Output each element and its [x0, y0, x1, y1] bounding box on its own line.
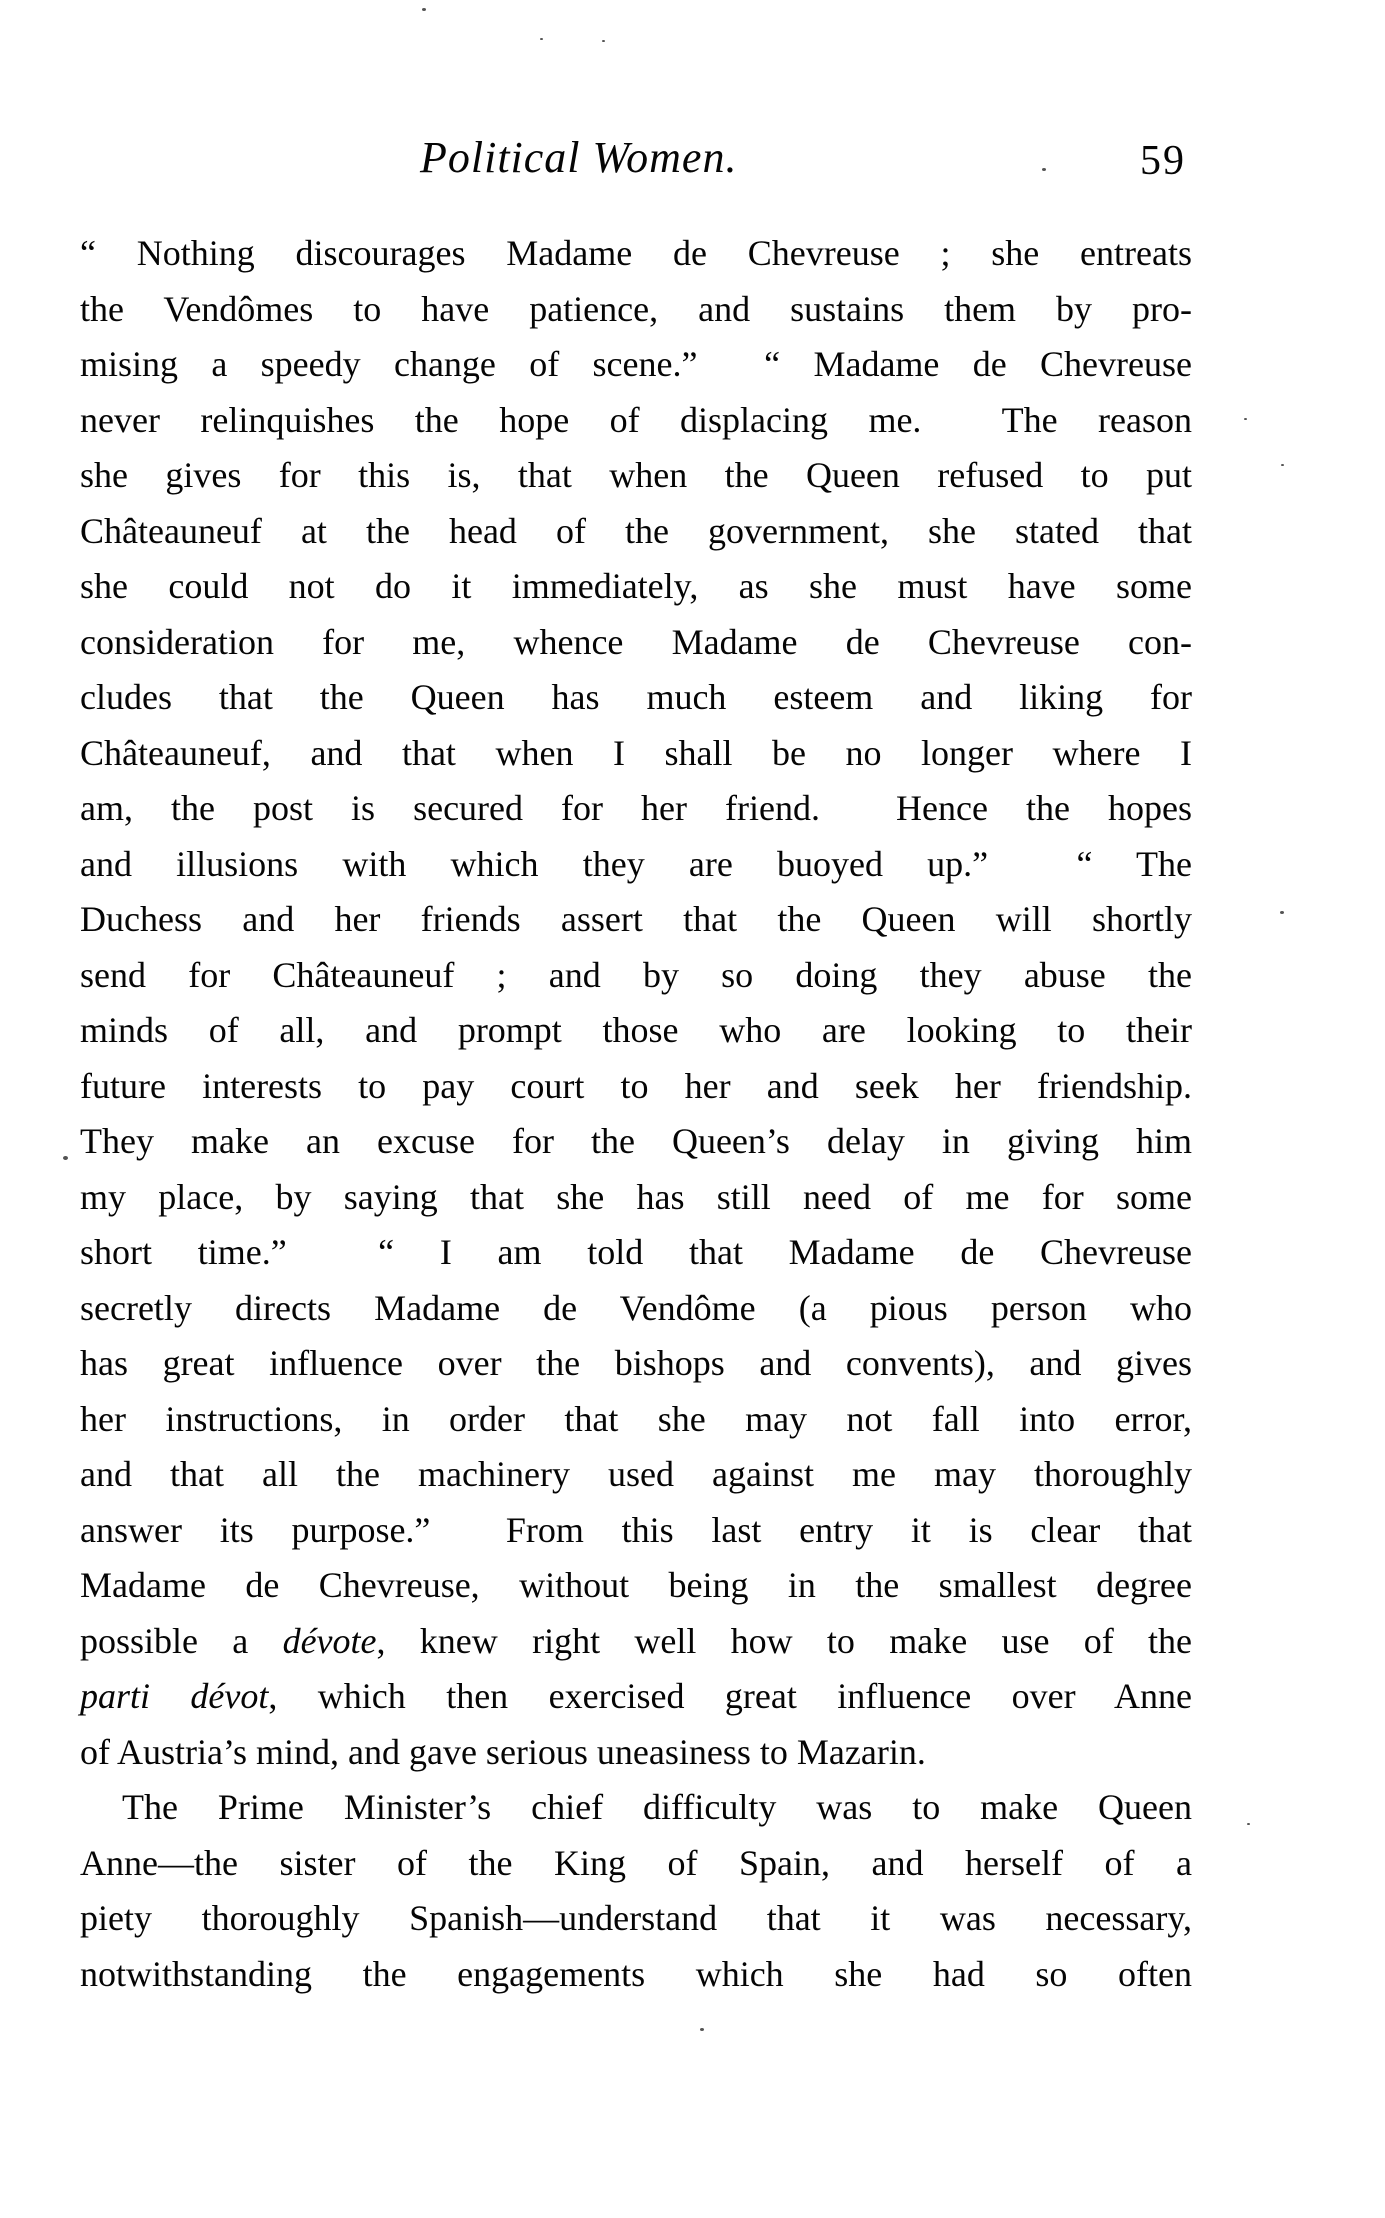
- text-line: [80, 1780, 1192, 1836]
- text-segment: she could not do it immediately, as she must have some: [80, 566, 1192, 606]
- text-line: [80, 282, 1192, 338]
- text-segment: never relinquishes the hope of displacing me. The reason: [80, 399, 1192, 440]
- scan-speck: [422, 8, 426, 11]
- text-segment: They make an excuse for the Queen’s delay in giving him: [80, 1121, 1192, 1161]
- text-line: [80, 1947, 1192, 2003]
- text-segment: , knew right well how to make use of the: [376, 1620, 1193, 1661]
- scan-speck: [700, 2028, 704, 2031]
- text-line: [80, 226, 1192, 282]
- text-line: [80, 559, 1192, 615]
- text-segment: notwithstanding the engagements which she had so often: [80, 1953, 1192, 1994]
- text-segment: of Austria’s mind, and gave serious uneasiness to Mazarin.: [80, 1731, 926, 1772]
- scan-speck: [1244, 418, 1247, 420]
- page-body: [80, 226, 1192, 2002]
- text-segment: Anne—the sister of the King of Spain, and herself of a: [80, 1842, 1192, 1883]
- scan-speck: [540, 38, 543, 40]
- text-line: [80, 1392, 1192, 1448]
- text-line: [80, 1059, 1192, 1115]
- text-line: [80, 1281, 1192, 1337]
- text-segment: consideration for me, whence Madame de Chevreuse con-: [80, 621, 1192, 662]
- text-line: [80, 504, 1192, 560]
- text-line: [80, 726, 1192, 782]
- text-line: [80, 1725, 1192, 1781]
- text-segment: Châteauneuf, and that when I shall be no longer where I: [80, 732, 1192, 773]
- text-segment: secretly directs Madame de Vendôme (a pious person who: [80, 1287, 1192, 1328]
- text-line: [80, 892, 1192, 948]
- text-segment: send for Châteauneuf ; and by so doing they abuse the: [80, 954, 1192, 995]
- text-segment: am, the post is secured for her friend. Hence the hopes: [80, 788, 1192, 828]
- text-segment: has great influence over the bishops and convents), and gives: [80, 1343, 1192, 1383]
- text-line: [80, 1558, 1192, 1614]
- text-line: [80, 448, 1192, 504]
- text-line: [80, 1836, 1192, 1892]
- text-segment: the Vendômes to have patience, and sustains them by pro-: [80, 288, 1192, 329]
- text-segment: Duchess and her friends assert that the Queen will shortly: [80, 899, 1192, 939]
- text-line: [80, 337, 1192, 393]
- text-segment: Madame de Chevreuse, without being in the smallest degree: [80, 1565, 1192, 1605]
- text-segment: possible a: [80, 1620, 283, 1661]
- scan-speck: [1247, 1823, 1250, 1825]
- text-line: [80, 1225, 1192, 1281]
- text-line: [80, 1447, 1192, 1503]
- text-segment: her instructions, in order that she may not fall into error,: [80, 1398, 1192, 1439]
- text-segment: mising a speedy change of scene.” “ Madame de Chevreuse: [80, 344, 1192, 384]
- text-line: [80, 948, 1192, 1004]
- text-line: [80, 1891, 1192, 1947]
- text-line: [80, 1669, 1192, 1725]
- scan-speck: [1042, 168, 1046, 171]
- scan-speck: [1280, 911, 1284, 914]
- italic-phrase: parti dévot: [80, 1676, 269, 1716]
- text-line: [80, 1336, 1192, 1392]
- text-line: [80, 1170, 1192, 1226]
- text-line: [80, 1503, 1192, 1559]
- text-segment: future interests to pay court to her and seek her friendship.: [80, 1065, 1192, 1106]
- text-segment: “ Nothing discourages Madame de Chevreuse ; she entreats: [80, 233, 1192, 273]
- scan-speck: [602, 40, 605, 42]
- text-segment: minds of all, and prompt those who are looking to their: [80, 1010, 1192, 1050]
- text-segment: The Prime Minister’s chief difficulty was to make Queen: [122, 1787, 1192, 1827]
- text-line: [80, 1003, 1192, 1059]
- text-line: [80, 1114, 1192, 1170]
- scan-speck: [63, 1156, 68, 1160]
- text-segment: and illusions with which they are buoyed up.” “ The: [80, 843, 1192, 884]
- text-segment: and that all the machinery used against me may thoroughly: [80, 1454, 1192, 1494]
- scan-speck: [1281, 464, 1284, 466]
- text-segment: my place, by saying that she has still need of me for some: [80, 1176, 1192, 1217]
- text-segment: Châteauneuf at the head of the government, she stated that: [80, 510, 1192, 551]
- text-line: [80, 781, 1192, 837]
- running-title: Political Women.: [420, 133, 738, 182]
- text-segment: short time.” “ I am told that Madame de Chevreuse: [80, 1232, 1192, 1272]
- text-line: [80, 615, 1192, 671]
- text-segment: piety thoroughly Spanish—understand that it was necessary,: [80, 1898, 1192, 1938]
- page-number: 59: [1140, 138, 1186, 184]
- text-segment: , which then exercised great influence over Anne: [268, 1676, 1192, 1716]
- text-line: [80, 393, 1192, 449]
- text-segment: cludes that the Queen has much esteem and liking for: [80, 677, 1192, 717]
- text-line: [80, 670, 1192, 726]
- text-segment: answer its purpose.” From this last entry it is clear that: [80, 1509, 1192, 1550]
- text-segment: she gives for this is, that when the Queen refused to put: [80, 455, 1192, 495]
- italic-phrase: dévote: [282, 1620, 377, 1661]
- text-line: [80, 837, 1192, 893]
- text-line: [80, 1614, 1192, 1670]
